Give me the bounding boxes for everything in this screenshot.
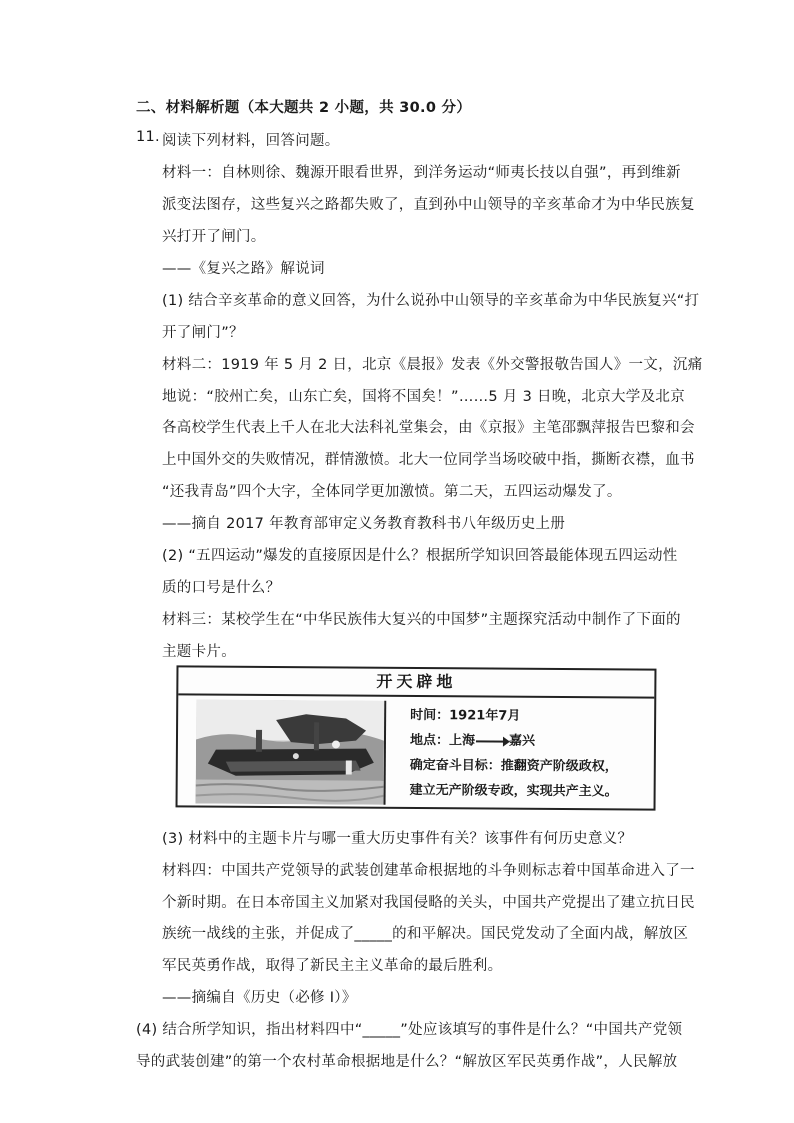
material1-line: 派变法图存，这些复兴之路都失败了，直到孙中山领导的辛亥革命才为中华民族复 [162,197,695,213]
q4-line: 导的武装创建”的第一个农村革命根据地是什么？“解放区军民英勇作战”，人民解放 [136,1054,678,1070]
section-heading: 二、材料解析题（本大题共 2 小题，共 30.0 分） [136,100,472,116]
material4-source: ——摘编自《历史（必修 I）》 [162,990,357,1006]
material2-line: 上中国外交的失败情况，群情激愤。北大一位同学当场咬破中指，撕断衣襟，血书 [162,452,695,468]
material3-line: 主题卡片。 [162,644,236,660]
material4-line: 族统一战线的主张，并促成了_____的和平解决。国民党发动了全面内战，解放区 [162,926,689,942]
card-place-dest: 嘉兴 [508,733,536,749]
material1-line: 材料一：自林则徐、魏源开眼看世界，到洋务运动“师夷长技以自强”，再到维新 [162,165,681,181]
card-place [410,728,648,755]
material4-line: 个新时期。在日本帝国主义加紧对我国侵略的关头，中国共产党提出了建立抗日民 [162,895,695,911]
material1-line: 兴打开了闸门。 [162,229,266,245]
q4-line: (4) 结合所学知识，指出材料四中“_____”处应该填写的事件是什么？“中国共产党领 [136,1022,683,1038]
card-photo [196,699,387,804]
q1-line: 开了闸门”？ [162,325,244,341]
material2-line: 地说：“胶州亡矣，山东亡矣，国将不国矣！”……5 月 3 日晚，北京大学及北京 [162,389,685,405]
question-number: 11. [136,129,160,145]
arrow-right-icon [476,740,508,742]
theme-card [176,665,657,810]
material1-source: ——《复兴之路》解说词 [162,261,325,277]
q2-line: (2) “五四运动”爆发的直接原因是什么？根据所学知识回答最能体现五四运动性 [162,548,678,564]
material2-line: “还我青岛”四个大字，全体同学更加激愤。第二天，五四运动爆发了。 [162,484,622,500]
card-goal-line: 建立无产阶级专政，实现共产主义。 [409,782,618,800]
card-title: 开天辟地 [178,667,654,698]
q1-line: (1) 结合辛亥革命的意义回答，为什么说孙中山领导的辛亥革命为中华民族复兴“打 [162,293,700,309]
q2-line: 质的口号是什么？ [162,580,281,596]
question-prompt: 阅读下列材料，回答问题。 [162,133,340,149]
card-info [410,703,649,805]
card-time: 时间：1921年7月 [410,707,521,724]
boat-photo-image [196,699,385,804]
material4-line: 军民英勇作战，取得了新民主主义革命的最后胜利。 [162,958,503,974]
card-place-label: 地点：上海 [409,732,476,749]
material2-source: ——摘自 2017 年教育部审定义务教育教科书八年级历史上册 [162,516,566,532]
material2-line: 各高校学生代表上千人在北大法科礼堂集会，由《京报》主笔邵飘萍报告巴黎和会 [162,420,695,436]
material4-line: 材料四：中国共产党领导的武装创建革命根据地的斗争则标志着中国革命进入了一 [162,863,695,879]
card-goal-line: 确定奋斗目标：推翻资产阶级政权， [409,757,618,775]
material3-line: 材料三：某校学生在“中华民族伟大复兴的中国梦”主题探究活动中制作了下面的 [162,612,681,628]
material2-line: 材料二：1919 年 5 月 2 日，北京《晨报》发表《外交警报敬告国人》一文，沉痛 [162,357,703,373]
q3-line: (3) 材料中的主题卡片与哪一重大历史事件有关？该事件有何历史意义？ [162,831,633,847]
